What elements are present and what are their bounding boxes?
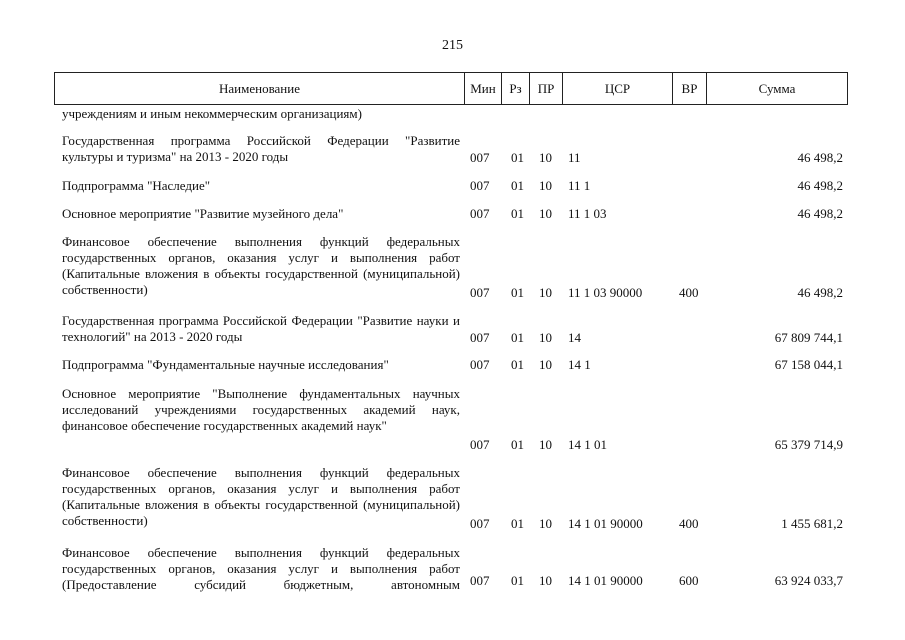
row-pr: 10 (539, 178, 552, 193)
header-sum: Сумма (758, 81, 796, 96)
row-sum: 1 455 681,2 (781, 516, 843, 531)
row-name: Подпрограмма "Наследие" (62, 178, 211, 193)
row-rz: 01 (511, 206, 524, 221)
row-min: 007 (470, 437, 490, 452)
header-rz: Рз (502, 73, 530, 104)
row-min: 007 (470, 516, 490, 531)
row-vr: 400 (679, 516, 699, 531)
row-sum: 67 158 044,1 (774, 357, 843, 372)
row-csr: 11 (568, 150, 581, 165)
row-sum: 67 809 744,1 (774, 330, 843, 345)
row-sum: 65 379 714,9 (774, 437, 843, 452)
header-vr: ВР (673, 73, 707, 104)
row-name: Финансовое обеспечение выполнения функций федеральных государственных органов, оказания услуг и выполнения работ (Капитальные вложения в объекты государственной (муниципальной) собственности) (62, 465, 460, 528)
row-rz: 01 (511, 150, 524, 165)
row-name: Государственная программа Российской Федерации "Развитие науки и технологий" на 2013 - 2020 годы (62, 313, 460, 344)
row-csr: 14 1 (568, 357, 591, 372)
row-rz: 01 (511, 516, 524, 531)
row-min: 007 (470, 573, 490, 588)
row-pr: 10 (539, 330, 552, 345)
row-sum: 46 498,2 (797, 206, 843, 221)
row-rz: 01 (511, 437, 524, 452)
row-min: 007 (470, 330, 490, 345)
row-name: Основное мероприятие "Выполнение фундаментальных научных исследований учреждениями государственных академий наук, финансовое обеспечение государственных академий наук" (62, 386, 460, 433)
row-name: Подпрограмма "Фундаментальные научные исследования" (62, 357, 389, 372)
row-csr: 14 1 01 90000 (568, 573, 643, 588)
row-pr: 10 (539, 357, 552, 372)
row-min: 007 (470, 285, 490, 300)
carryover-text: учреждениям и иным некоммерческим организациям) (62, 106, 362, 121)
row-min: 007 (470, 150, 490, 165)
row-sum: 46 498,2 (797, 150, 843, 165)
row-min: 007 (470, 357, 490, 372)
row-pr: 10 (539, 437, 552, 452)
row-sum: 46 498,2 (797, 285, 843, 300)
row-rz: 01 (511, 330, 524, 345)
row-csr: 14 1 01 (568, 437, 607, 452)
row-csr: 14 1 01 90000 (568, 516, 643, 531)
row-name: Основное мероприятие "Развитие музейного дела" (62, 206, 344, 221)
row-pr: 10 (539, 206, 552, 221)
row-pr: 10 (539, 150, 552, 165)
row-csr: 14 (568, 330, 581, 345)
row-csr: 11 1 (568, 178, 591, 193)
row-pr: 10 (539, 573, 552, 588)
row-rz: 01 (511, 573, 524, 588)
row-csr: 11 1 03 (568, 206, 607, 221)
row-sum: 46 498,2 (797, 178, 843, 193)
header-pr: ПР (530, 73, 563, 104)
row-rz: 01 (511, 285, 524, 300)
row-pr: 10 (539, 285, 552, 300)
header-min: Мин (465, 73, 502, 104)
row-pr: 10 (539, 516, 552, 531)
row-rz: 01 (511, 357, 524, 372)
row-name: Финансовое обеспечение выполнения функций федеральных государственных органов, оказания услуг и выполнения работ (Капитальные вложения в объекты государственной (муниципальной) собственности) (62, 234, 460, 297)
table-header (54, 72, 848, 105)
page-number: 215 (442, 38, 463, 53)
row-name: Государственная программа Российской Федерации "Развитие культуры и туризма" на 2013 - 2020 годы (62, 133, 460, 164)
header-csr: ЦСР (563, 73, 673, 104)
header-name: Наименование (55, 73, 465, 104)
row-rz: 01 (511, 178, 524, 193)
row-csr: 11 1 03 90000 (568, 285, 643, 300)
row-vr: 400 (679, 285, 699, 300)
row-vr: 600 (679, 573, 699, 588)
row-sum: 63 924 033,7 (774, 573, 843, 588)
row-min: 007 (470, 206, 490, 221)
row-min: 007 (470, 178, 490, 193)
row-name: Финансовое обеспечение выполнения функций федеральных государственных органов, оказания услуг и выполнения работ (Предоставление субсидий бюджетным, автономным (62, 545, 460, 592)
